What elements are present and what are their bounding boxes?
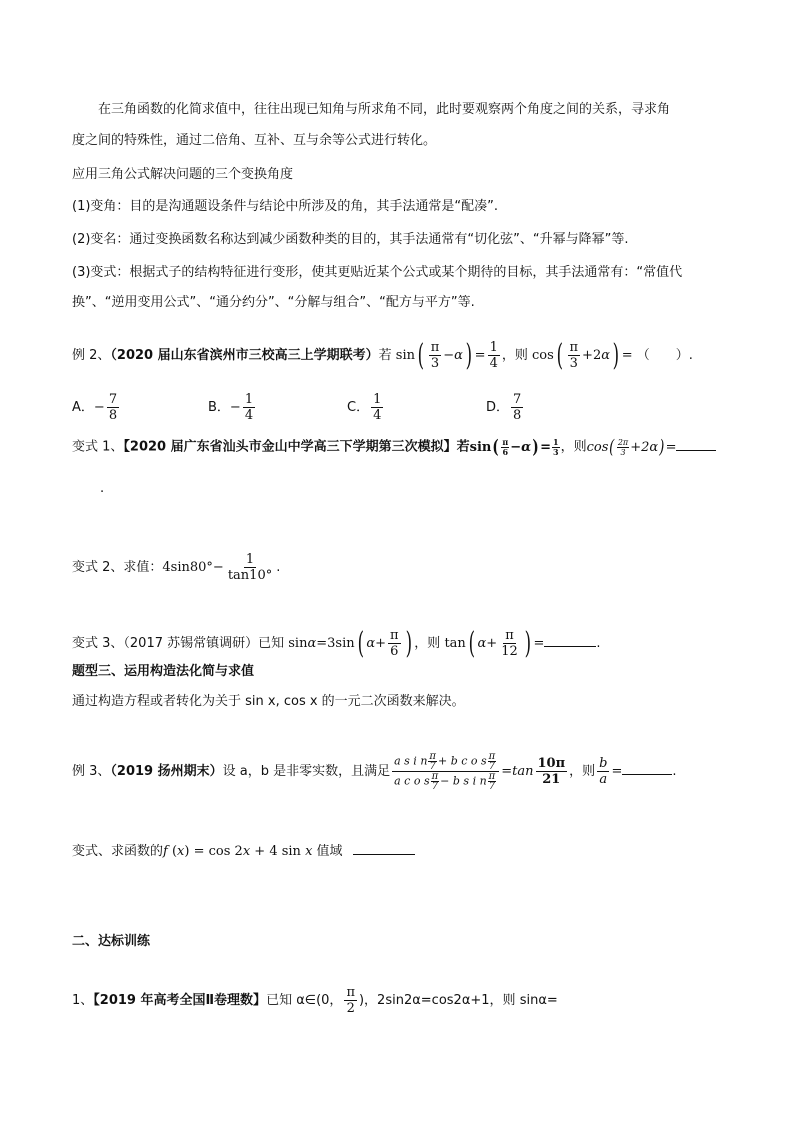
item-3: (3)变式：根据式子的结构特征进行变形，使其更贴近某个公式或某个期待的目标，其手法通常有：“常值代 <box>72 265 683 280</box>
variant-1-answer-blank[interactable] <box>676 438 716 451</box>
variant-4-answer-blank[interactable] <box>353 842 415 855</box>
example-2-target: cos( $\frac{\pi}{3}$ +2α) = <box>532 337 633 373</box>
variant-3-condition: sinα=3sin( α+ $\frac{\pi}{6}$ ) <box>288 625 412 661</box>
example-2-condition: sin( $\frac{\pi}{3}$ −α) = $\frac{1}{4}$ <box>395 337 498 373</box>
example-2 <box>72 337 693 373</box>
example-3-fraction: a s i n $\frac{\pi}{7}$ + b c o s $\frac{\pi}{7}$ a c o s $\frac{\pi}{7}$ − b s i n $\frac{\pi}{7}$ <box>392 752 499 791</box>
example-3: 例 3、（2019 扬州期末）设 a，b 是非零实数，且满足 a s i n $\frac{\pi}{7}$ + b c o s $\frac{\pi}{7}$ a c o s $\frac{\pi}{7}$ − b s i n $\frac{\pi}{7}$ =tan $\frac{10\pi}{21}$ ，则 $\frac{b}{a}$ = . <box>72 751 677 792</box>
example-2-answer-paren: （ ）. <box>636 348 693 363</box>
section-3-title: 题型三、运用构造法化简与求值 <box>72 664 255 679</box>
paragraph1-line1: 在三角函数的化简求值中，往往出现已知角与所求角不同，此时要观察两个角度之间的关系，寻求角 <box>98 102 671 117</box>
variant-1: 变式 1、【2020 届广东省汕头市金山中学高三下学期第三次模拟】若sin( $\frac{\pi}{6}$ −α)= $\frac{1}{3}$ ，则cos( $\frac{2\pi}{3}$ +2α)= <box>72 437 716 458</box>
variant-1-tail: . <box>100 481 105 496</box>
item-1: (1)变角：目的是沟通题设条件与结论中所涉及的角，其手法通常是“配凑”. <box>72 199 499 214</box>
item-2: (2)变名：通过变换函数名称达到减少函数种类的目的，其手法通常有“切化弦”、“升幂与降幂”等. <box>72 232 629 247</box>
question-1: 1、【2019 年高考全国Ⅱ卷理数】已知 α∈(0， $\frac{\pi}{2}$ )，2sin2α=cos2α+1，则 sinα= <box>72 985 558 1016</box>
option-c: C． $\frac{1}{4}$ <box>347 392 382 423</box>
section-2-title: 二、达标训练 <box>72 934 151 949</box>
example-2-source: （2020 届山东省滨州市三校高三上学期联考） <box>110 348 379 363</box>
paragraph1-line2: 度之间的特殊性，通过二倍角、互补、互与余等公式进行转化。 <box>72 133 437 148</box>
intro-heading: 应用三角公式解决问题的三个变换角度 <box>72 167 294 182</box>
section-3-intro: 通过构造方程或者转化为关于 sin x, cos x 的一元二次函数来解决。 <box>72 694 465 709</box>
variant-3: 变式 3、（2017 苏锡常镇调研）已知 sinα=3sin( α+ $\frac{\pi}{6}$ ) ，则 tan( α+ $\frac{\pi}{12}$ ) = . <box>72 625 601 661</box>
variant-4-function: f (x) = cos 2x + 4 sin x <box>163 844 313 859</box>
variant-1-target: cos( $\frac{2\pi}{3}$ +2α)= <box>586 436 677 458</box>
variant-1-condition: sin( $\frac{\pi}{6}$ −α)= $\frac{1}{3}$ <box>469 436 559 458</box>
example-2-cond-word: 若 <box>378 348 392 363</box>
example-2-prefix: 例 2、 <box>72 348 111 363</box>
option-d: D． $\frac{7}{8}$ <box>486 392 522 423</box>
example-3-answer-blank[interactable] <box>622 762 672 775</box>
item-3-cont: 换”、“逆用变用公式”、“通分约分”、“分解与组合”、“配方与平方”等. <box>72 295 475 310</box>
variant-3-answer-blank[interactable] <box>544 634 596 647</box>
variant-4: 变式、求函数的f (x) = cos 2x + 4 sin x 值域 <box>72 842 415 862</box>
variant-2: 变式 2、求值：4sin80°− $\frac{1}{\tan 10^\circ}$ . <box>72 552 281 583</box>
option-a: A．− $\frac{7}{8}$ <box>72 392 118 423</box>
variant-3-target: tan( α+ $\frac{\pi}{12}$ ) = <box>444 625 545 661</box>
example-2-then-word: ，则 <box>501 348 528 363</box>
option-b: B．− $\frac{1}{4}$ <box>208 392 254 423</box>
